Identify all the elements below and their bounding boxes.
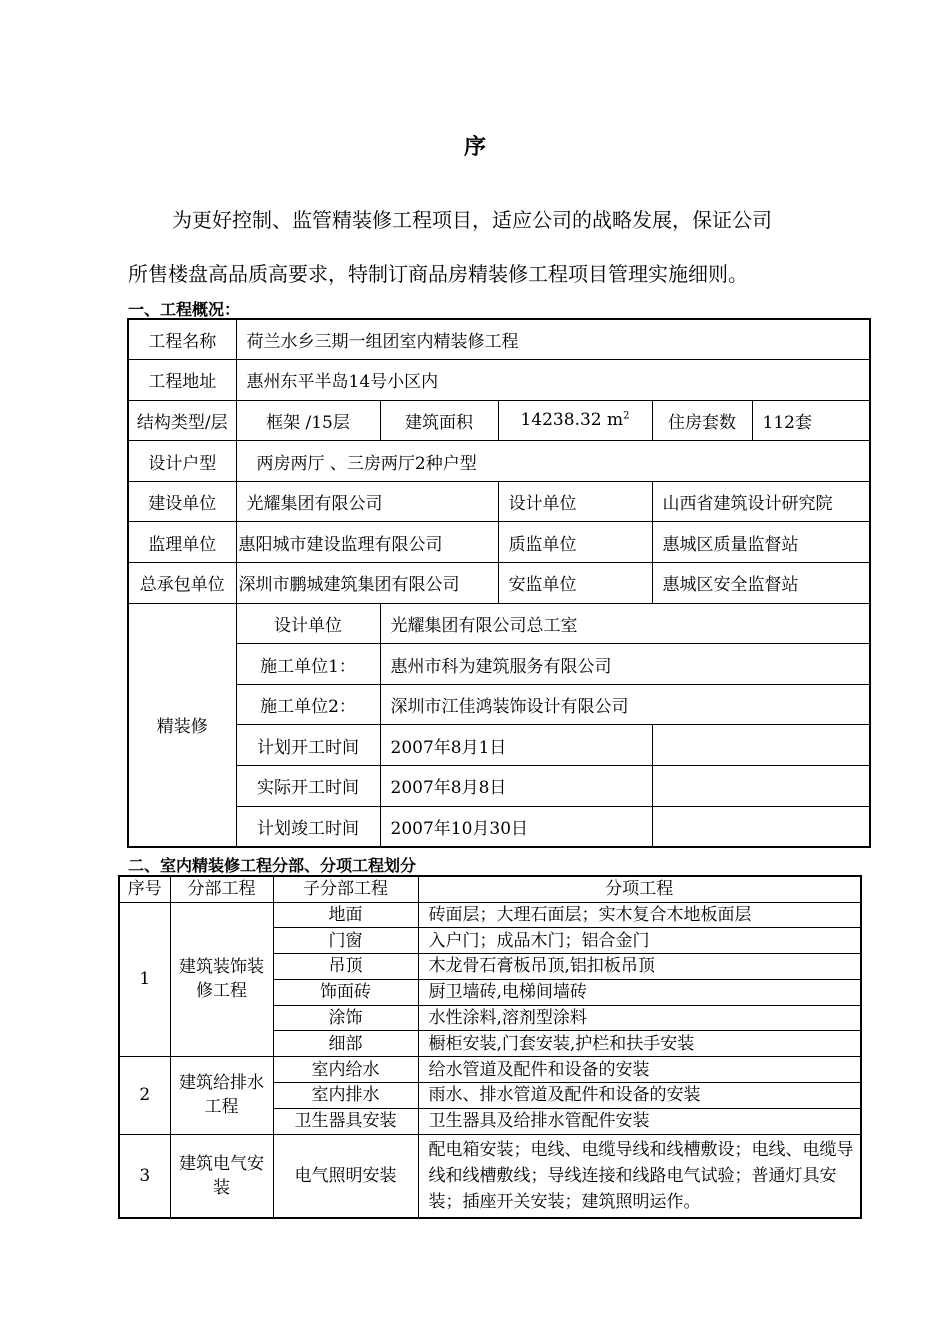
fitout-row-label: 设计单位 (236, 603, 380, 644)
fitout-row-value: 2007年10月30日 (380, 806, 652, 847)
layout-value: 两房两厅 、三房两厅2种户型 (236, 441, 870, 482)
quality-value: 惠城区质量监督站 (652, 522, 870, 563)
name-value: 荷兰水乡三期一组团室内精装修工程 (236, 319, 870, 360)
item-list: 卫生器具及给排水管配件安装 (418, 1108, 861, 1134)
fitout-row-label: 计划开工时间 (236, 725, 380, 766)
header-division: 分部工程 (170, 876, 273, 902)
area-value-cell (498, 400, 652, 441)
header-no: 序号 (119, 876, 170, 902)
structure-value: 框架 /15层 (236, 400, 380, 441)
structure-label: 结构类型/层 (128, 400, 236, 441)
division-table (118, 875, 862, 1219)
sub-name: 门窗 (273, 928, 418, 954)
sub-name: 卫生器具安装 (273, 1108, 418, 1134)
sub-name: 电气照明安装 (273, 1134, 418, 1218)
fitout-row-value: 光耀集团有限公司总工室 (380, 603, 870, 644)
section-1-heading: 一、工程概况： (128, 300, 241, 319)
contractor-label: 总承包单位 (128, 563, 236, 604)
quality-label: 质监单位 (498, 522, 652, 563)
supervisor-value: 惠阳城市建设监理有限公司 (236, 522, 498, 563)
project-overview-table (127, 318, 871, 848)
header-subdivision: 子分部工程 (273, 876, 418, 902)
item-list: 厨卫墙砖,电梯间墙砖 (418, 979, 861, 1005)
area-unit-superscript: 2 (623, 410, 630, 422)
fitout-row-value: 2007年8月8日 (380, 766, 652, 807)
contractor-value: 深圳市鹏城建筑集团有限公司 (236, 563, 498, 604)
intro-paragraph (128, 193, 858, 301)
fitout-row-value: 惠州市科为建筑服务有限公司 (380, 644, 870, 685)
intro-line-1: 为更好控制、监管精装修工程项目，适应公司的战略发展，保证公司 (172, 208, 772, 232)
sub-name: 地面 (273, 902, 418, 928)
intro-line-2: 所售楼盘高品质高要求，特制订商品房精装修工程项目管理实施细则。 (128, 262, 748, 286)
page-title: 序 (463, 134, 486, 160)
units-label: 住房套数 (652, 400, 752, 441)
name-label: 工程名称 (128, 319, 236, 360)
fitout-row-label: 施工单位2： (236, 684, 380, 725)
sub-name: 饰面砖 (273, 979, 418, 1005)
sub-name: 室内给水 (273, 1057, 418, 1083)
fitout-row-value: 2007年8月1日 (380, 725, 652, 766)
fitout-row-label: 计划竣工时间 (236, 806, 380, 847)
group-no: 1 (119, 902, 170, 1057)
sub-name: 涂饰 (273, 1005, 418, 1031)
fitout-label: 精装修 (128, 603, 236, 847)
sub-name: 细部 (273, 1031, 418, 1057)
area-label: 建筑面积 (380, 400, 498, 441)
sub-name: 室内排水 (273, 1083, 418, 1109)
address-value: 惠州东平半岛14号小区内 (236, 360, 870, 401)
supervisor-label: 监理单位 (128, 522, 236, 563)
empty-cell (652, 766, 870, 807)
address-label: 工程地址 (128, 360, 236, 401)
sub-name: 吊顶 (273, 954, 418, 980)
item-list: 雨水、排水管道及配件和设备的安装 (418, 1083, 861, 1109)
section-2-heading: 二、室内精装修工程分部、分项工程划分 (128, 856, 417, 875)
builder-label: 建设单位 (128, 481, 236, 522)
item-list: 水性涂料,溶剂型涂料 (418, 1005, 861, 1031)
group-name: 建筑电气安装 (170, 1134, 273, 1218)
item-list: 木龙骨石膏板吊顶,铝扣板吊顶 (418, 954, 861, 980)
fitout-row-value: 深圳市江佳鸿装饰设计有限公司 (380, 684, 870, 725)
item-list: 给水管道及配件和设备的安装 (418, 1057, 861, 1083)
header-items: 分项工程 (418, 876, 861, 902)
units-value: 112套 (752, 400, 870, 441)
item-list: 入户门；成品木门；铝合金门 (418, 928, 861, 954)
designer-value: 山西省建筑设计研究院 (652, 481, 870, 522)
empty-cell (652, 725, 870, 766)
fitout-row-label: 实际开工时间 (236, 766, 380, 807)
item-list: 砖面层；大理石面层；实木复合木地板面层 (418, 902, 861, 928)
item-list: 配电箱安装；电线、电缆导线和线槽敷设；电线、电缆导线和线槽敷线；导线连接和线路电气试验；普通灯具安装；插座开关安装；建筑照明运作。 (418, 1134, 861, 1218)
group-no: 2 (119, 1057, 170, 1134)
safety-label: 安监单位 (498, 563, 652, 604)
designer-label: 设计单位 (498, 481, 652, 522)
area-value: 14238.32 m (520, 410, 624, 431)
safety-value: 惠城区安全监督站 (652, 563, 870, 604)
empty-cell (652, 806, 870, 847)
group-no: 3 (119, 1134, 170, 1218)
fitout-row-label: 施工单位1： (236, 644, 380, 685)
group-name: 建筑给排水工程 (170, 1057, 273, 1134)
layout-label: 设计户型 (128, 441, 236, 482)
group-name: 建筑装饰装修工程 (170, 902, 273, 1057)
builder-value: 光耀集团有限公司 (236, 481, 498, 522)
item-list: 橱柜安装,门套安装,护栏和扶手安装 (418, 1031, 861, 1057)
